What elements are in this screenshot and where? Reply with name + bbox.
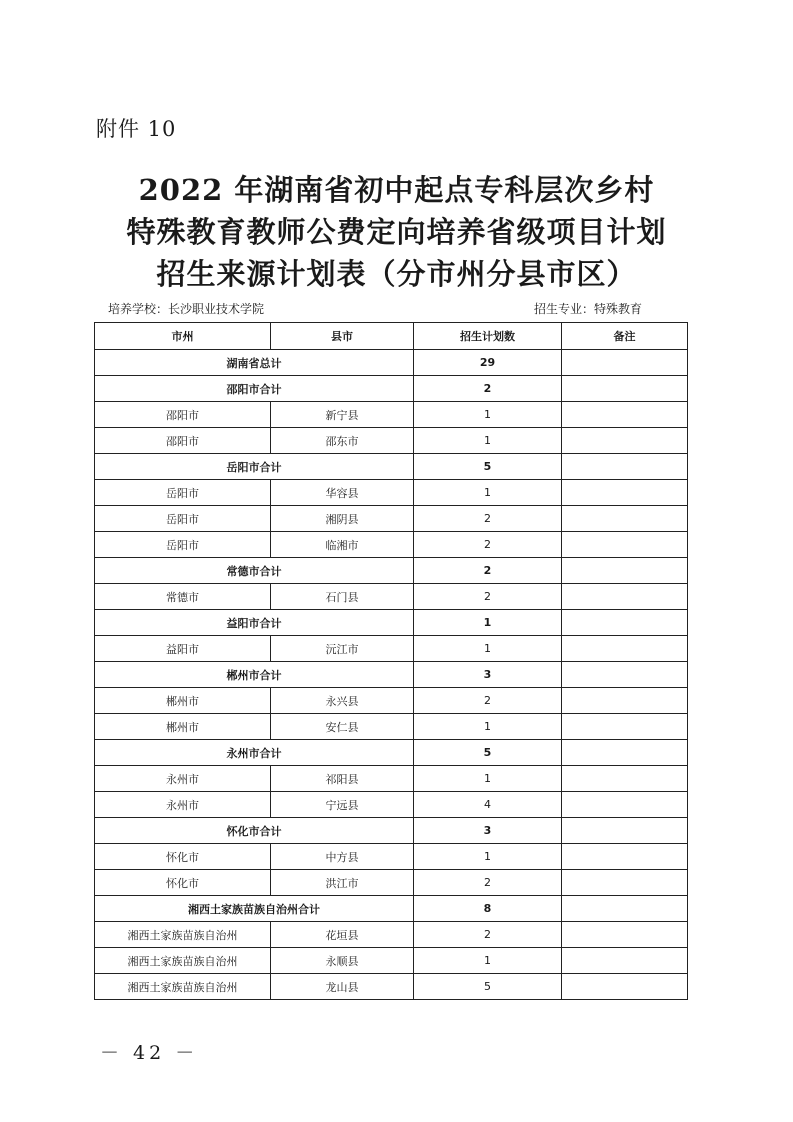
county-cell: 祁阳县 [271, 766, 414, 792]
county-cell: 洪江市 [271, 870, 414, 896]
plan-count-cell: 2 [414, 870, 562, 896]
city-cell: 永州市 [95, 792, 271, 818]
table-row-subtotal [95, 896, 688, 922]
plan-count-cell: 1 [414, 402, 562, 428]
remarks-cell [562, 896, 688, 922]
plan-count-cell: 2 [414, 558, 562, 584]
remarks-cell [562, 948, 688, 974]
table-row [95, 506, 688, 532]
plan-count-cell: 1 [414, 948, 562, 974]
remarks-cell [562, 818, 688, 844]
table-row-subtotal [95, 740, 688, 766]
document-title-line-1: 2022 年湖南省初中起点专科层次乡村 [138, 173, 655, 207]
table-row [95, 480, 688, 506]
header-city: 市州 [95, 323, 271, 350]
plan-count-cell: 3 [414, 662, 562, 688]
city-cell: 常德市 [95, 584, 271, 610]
city-cell: 岳阳市 [95, 506, 271, 532]
header-county: 县市 [271, 323, 414, 350]
city-cell: 郴州市 [95, 688, 271, 714]
table-row [95, 792, 688, 818]
remarks-cell [562, 402, 688, 428]
table-row [95, 636, 688, 662]
county-cell: 沅江市 [271, 636, 414, 662]
county-cell: 永兴县 [271, 688, 414, 714]
subtotal-label: 常德市合计 [95, 558, 414, 584]
remarks-cell [562, 558, 688, 584]
county-cell: 永顺县 [271, 948, 414, 974]
remarks-cell [562, 974, 688, 1000]
plan-count-cell: 1 [414, 428, 562, 454]
plan-count-cell: 2 [414, 376, 562, 402]
table-row [95, 584, 688, 610]
city-cell: 郴州市 [95, 714, 271, 740]
page-number: － 42 － [100, 1042, 199, 1064]
county-cell: 邵东市 [271, 428, 414, 454]
city-cell: 怀化市 [95, 870, 271, 896]
county-cell: 湘阴县 [271, 506, 414, 532]
remarks-cell [562, 740, 688, 766]
plan-count-cell: 2 [414, 584, 562, 610]
county-cell: 宁远县 [271, 792, 414, 818]
remarks-cell [562, 922, 688, 948]
subtotal-label: 郴州市合计 [95, 662, 414, 688]
table-header-row [95, 323, 688, 350]
plan-count-cell: 1 [414, 610, 562, 636]
table-row-subtotal [95, 610, 688, 636]
plan-count-cell: 29 [414, 350, 562, 376]
header-remarks: 备注 [562, 323, 688, 350]
subtotal-label: 邵阳市合计 [95, 376, 414, 402]
plan-count-cell: 8 [414, 896, 562, 922]
plan-count-cell: 5 [414, 974, 562, 1000]
city-cell: 湘西土家族苗族自治州 [95, 922, 271, 948]
city-cell: 益阳市 [95, 636, 271, 662]
plan-count-cell: 2 [414, 532, 562, 558]
remarks-cell [562, 662, 688, 688]
remarks-cell [562, 350, 688, 376]
table-row [95, 428, 688, 454]
county-cell: 龙山县 [271, 974, 414, 1000]
table-row [95, 948, 688, 974]
enrollment-major: 招生专业：特殊教育 [534, 302, 643, 316]
subtotal-label: 怀化市合计 [95, 818, 414, 844]
city-cell: 邵阳市 [95, 428, 271, 454]
table-row-subtotal [95, 376, 688, 402]
table-row [95, 532, 688, 558]
plan-count-cell: 2 [414, 688, 562, 714]
plan-count-cell: 4 [414, 792, 562, 818]
subtotal-label: 湖南省总计 [95, 350, 414, 376]
plan-count-cell: 5 [414, 740, 562, 766]
table-row-subtotal [95, 818, 688, 844]
table-row-subtotal [95, 662, 688, 688]
remarks-cell [562, 766, 688, 792]
attachment-label: 附件 10 [96, 117, 177, 141]
county-cell: 新宁县 [271, 402, 414, 428]
enrollment-plan-table [94, 322, 688, 1000]
plan-count-cell: 3 [414, 818, 562, 844]
table-row [95, 922, 688, 948]
plan-count-cell: 1 [414, 766, 562, 792]
table-row-subtotal [95, 454, 688, 480]
remarks-cell [562, 610, 688, 636]
remarks-cell [562, 688, 688, 714]
subtotal-label: 益阳市合计 [95, 610, 414, 636]
table-row [95, 714, 688, 740]
county-cell: 华容县 [271, 480, 414, 506]
plan-count-cell: 5 [414, 454, 562, 480]
plan-count-cell: 2 [414, 506, 562, 532]
city-cell: 湘西土家族苗族自治州 [95, 974, 271, 1000]
remarks-cell [562, 714, 688, 740]
city-cell: 湘西土家族苗族自治州 [95, 948, 271, 974]
plan-count-cell: 1 [414, 844, 562, 870]
city-cell: 邵阳市 [95, 402, 271, 428]
remarks-cell [562, 584, 688, 610]
remarks-cell [562, 480, 688, 506]
remarks-cell [562, 376, 688, 402]
subtotal-label: 湘西土家族苗族自治州合计 [95, 896, 414, 922]
document-title-line-3: 招生来源计划表（分市州分县市区） [156, 257, 637, 291]
remarks-cell [562, 454, 688, 480]
table-row [95, 974, 688, 1000]
remarks-cell [562, 506, 688, 532]
table-row [95, 766, 688, 792]
county-cell: 临湘市 [271, 532, 414, 558]
city-cell: 岳阳市 [95, 532, 271, 558]
table-row-subtotal [95, 350, 688, 376]
table-row [95, 688, 688, 714]
city-cell: 怀化市 [95, 844, 271, 870]
table-row [95, 844, 688, 870]
header-plan-count: 招生计划数 [414, 323, 562, 350]
remarks-cell [562, 792, 688, 818]
subtotal-label: 永州市合计 [95, 740, 414, 766]
plan-count-cell: 1 [414, 714, 562, 740]
table-row-subtotal [95, 558, 688, 584]
county-cell: 安仁县 [271, 714, 414, 740]
table-row [95, 402, 688, 428]
subtotal-label: 岳阳市合计 [95, 454, 414, 480]
table-body [95, 350, 688, 1000]
city-cell: 岳阳市 [95, 480, 271, 506]
county-cell: 中方县 [271, 844, 414, 870]
remarks-cell [562, 636, 688, 662]
remarks-cell [562, 428, 688, 454]
remarks-cell [562, 870, 688, 896]
remarks-cell [562, 532, 688, 558]
county-cell: 花垣县 [271, 922, 414, 948]
city-cell: 永州市 [95, 766, 271, 792]
training-school: 培养学校：长沙职业技术学院 [108, 302, 265, 316]
plan-count-cell: 2 [414, 922, 562, 948]
table-row [95, 870, 688, 896]
plan-count-cell: 1 [414, 480, 562, 506]
document-title-line-2: 特殊教育教师公费定向培养省级项目计划 [126, 215, 667, 249]
remarks-cell [562, 844, 688, 870]
plan-count-cell: 1 [414, 636, 562, 662]
county-cell: 石门县 [271, 584, 414, 610]
